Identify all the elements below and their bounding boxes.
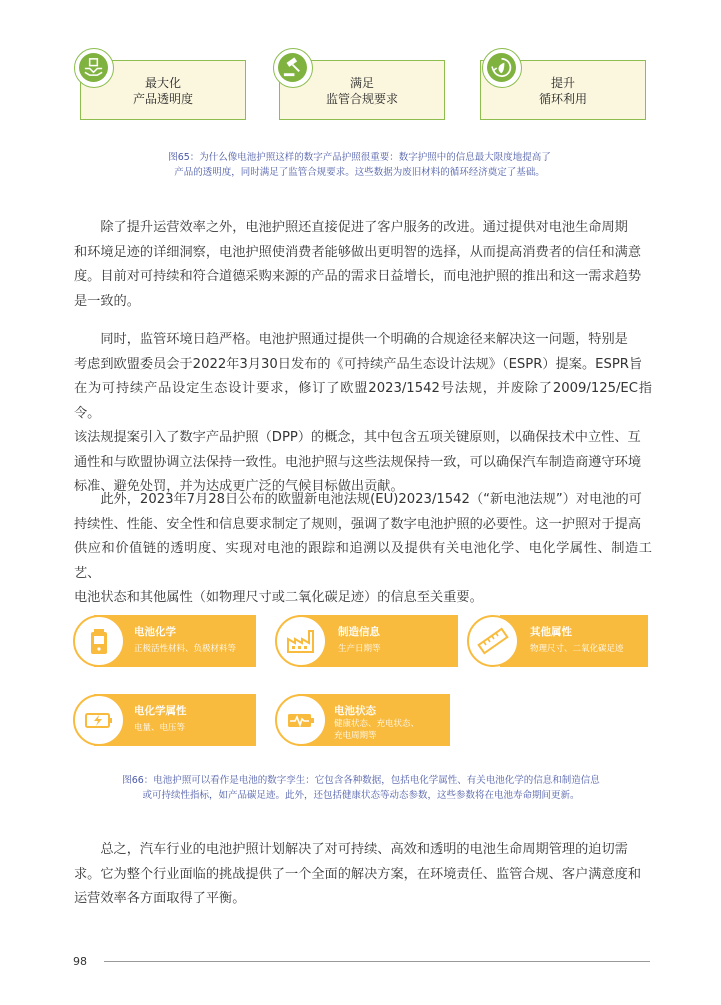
paragraph-conclusion [74, 838, 652, 912]
box-line2: 产品透明度 [132, 92, 193, 106]
battery-health-icon [275, 694, 327, 746]
text-line: 持续性、性能、安全性和信息要求制定了规则，强调了数字电池护照的必要性。这一护照对于提高 [74, 516, 642, 532]
card-subtitle [334, 718, 419, 742]
page-number: 98 [73, 955, 87, 968]
text-line: 该法规提案引入了数字产品护照（DPP）的概念，其中包含五项关键原则，以确保技术中立性、互 [74, 430, 641, 445]
text-line: 供应和价值链的透明度、实现对电池的跟踪和追溯以及提供有关电池化学、电化学属性、制造工艺、 [74, 541, 652, 581]
battery-icon [73, 615, 125, 667]
caption-line: 或可持续性指标，如产品碳足迹。此外，还包括健康状态等动态参数，这些参数将在电池寿命期间更新。 [142, 790, 580, 801]
text-line: 通性和与欧盟协调立法保持一致性。电池护照与这些法规保持一致，可以确保汽车制造商遵守环境 [74, 454, 642, 470]
text-line: 此外，2023年7月28日公布的欧盟新电池法规(EU)2023/1542（“新电池法规”）对电池的可 [74, 492, 642, 507]
paragraph-service [74, 216, 652, 314]
ruler-icon [467, 615, 519, 667]
text-line: 是一致的。 [74, 293, 140, 309]
card-title: 电化学属性 [134, 705, 187, 717]
gavel-icon [273, 48, 313, 88]
text-line: 度。目前对可持续和符合道德采购来源的产品的需求日益增长，而电池护照的推出和这一需求趋势 [74, 269, 642, 284]
hands-box-icon [74, 48, 114, 88]
text-line: 和环境足迹的详细洞察，电池护照使消费者能够做出更明智的选择，从而提高消费者的信任和满意 [74, 244, 642, 260]
text-line: 运营效率各方面取得了平衡。 [74, 891, 246, 906]
box-line1: 满足 [349, 76, 374, 90]
recycle-leaf-icon [482, 48, 522, 88]
charging-battery-icon [73, 694, 125, 746]
text-line: 考虑到欧盟委员会于2022年3月30日发布的《可持续产品生态设计法规》（ESPR）提案。ESPR旨 [74, 356, 643, 372]
box-line1: 提升 [550, 76, 575, 90]
text-line: 同时，监管环境日趋严格。电池护照通过提供一个明确的合规途径来解决这一问题，特别是 [74, 332, 628, 347]
card-subtitle: 正极活性材料、负极材料等 [134, 644, 237, 654]
card-subtitle: 生产日期等 [338, 644, 381, 654]
caption-line: 产品的透明度，同时满足了监管合规要求。这些数据为废旧材料的循环经济奠定了基础。 [174, 167, 545, 178]
text-line: 除了提升运营效率之外，电池护照还直接促进了客户服务的改进。通过提供对电池生命周期 [74, 220, 628, 235]
paragraph-battery-regulation [74, 488, 652, 611]
card-title: 制造信息 [338, 626, 380, 638]
caption-line: 图65：为什么像电池护照这样的数字产品护照很重要：数字护照中的信息最大限度地提高了 [168, 152, 551, 163]
text-line: 求。它为整个行业面临的挑战提供了一个全面的解决方案，在环境责任、监管合规、客户满意度和 [74, 866, 642, 882]
box-line2: 监管合规要求 [325, 92, 398, 106]
box-line1: 最大化 [144, 76, 181, 90]
text-line: 在为可持续产品设定生态设计要求，修订了欧盟2023/1542号法规，并废除了2009/125/EC指令。 [74, 381, 652, 421]
card-subtitle: 电量、电压等 [134, 723, 186, 733]
paragraph-regulation [74, 328, 652, 500]
text-line: 电池状态和其他属性（如物理尺寸或二氧化碳足迹）的信息至关重要。 [74, 590, 483, 605]
card-title: 其他属性 [530, 626, 572, 638]
text-line: 标准、避免处罚，并为达成更广泛的气候目标做出贡献。 [74, 479, 404, 494]
factory-icon [275, 615, 327, 667]
card-title: 电池状态 [334, 705, 376, 717]
text-line: 总之，汽车行业的电池护照计划解决了对可持续、高效和透明的电池生命周期管理的迫切需 [74, 842, 628, 857]
figure-66-caption [40, 773, 682, 803]
caption-line: 图66：电池护照可以看作是电池的数字孪生：它包含各种数据，包括电化学属性、有关电池化学的信息和制造信息 [122, 775, 600, 786]
footer-divider [104, 961, 650, 962]
figure-65 [0, 0, 721, 140]
card-title: 电池化学 [134, 626, 176, 638]
box-line2: 循环利用 [538, 92, 587, 106]
card-subtitle: 物理尺寸、二氧化碳足迹 [530, 644, 624, 654]
card-subtitle-line: 充电周期等 [334, 731, 377, 741]
card-subtitle-line: 健康状态、充电状态、 [334, 719, 420, 729]
other-properties-card [500, 615, 648, 667]
figure-65-caption [72, 150, 647, 180]
